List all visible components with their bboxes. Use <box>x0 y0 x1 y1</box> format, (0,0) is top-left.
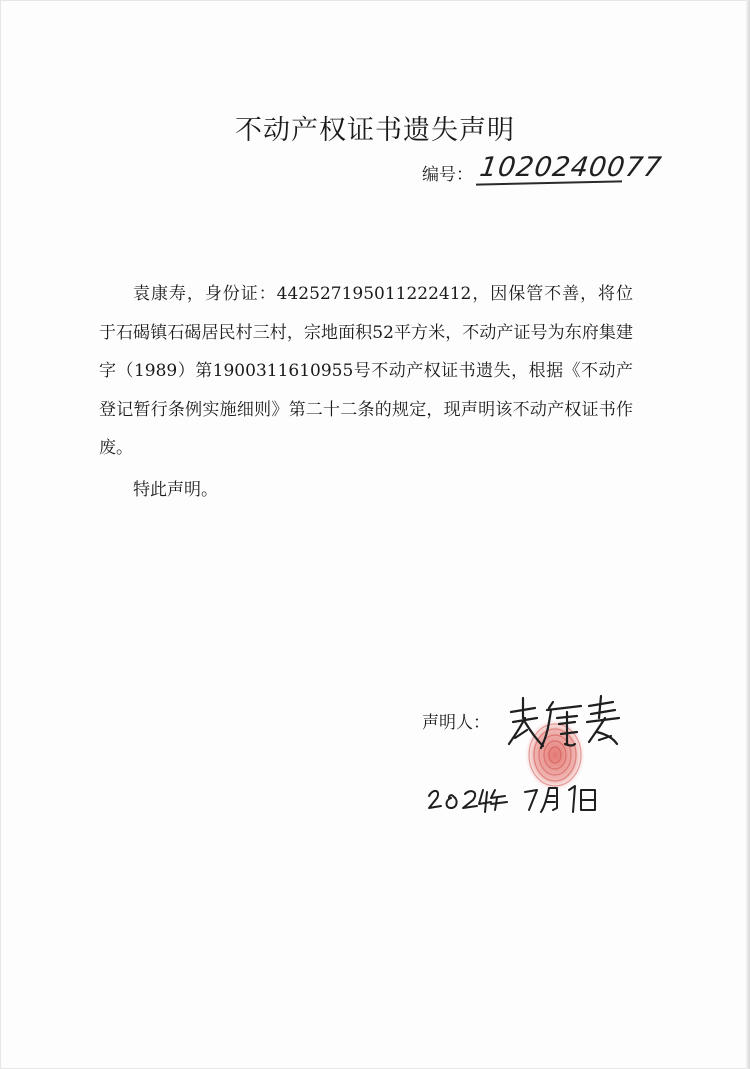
declaration-body: 袁康寿，身份证：442527195011222412，因保管不善，将位于石碣镇石碣居民村三村，宗地面积52平方米，不动产证号为东府集建字（1989）第1900311610955号不动产权证书遗失，根据《不动产登记暂行条例实施细则》第二十二条的规定，现声明该不动产权证书作废。 <box>99 284 633 458</box>
document-title: 不动产权证书遗失声明 <box>235 115 515 146</box>
handwritten-date <box>425 780 605 820</box>
reference-number: 1020240077 <box>477 152 664 183</box>
handwritten-signature <box>505 688 625 758</box>
page-edge <box>746 0 750 1069</box>
signer-label: 声明人： <box>422 713 490 733</box>
reference-label: 编号： <box>422 165 473 185</box>
closing-statement: 特此声明。 <box>133 480 218 500</box>
